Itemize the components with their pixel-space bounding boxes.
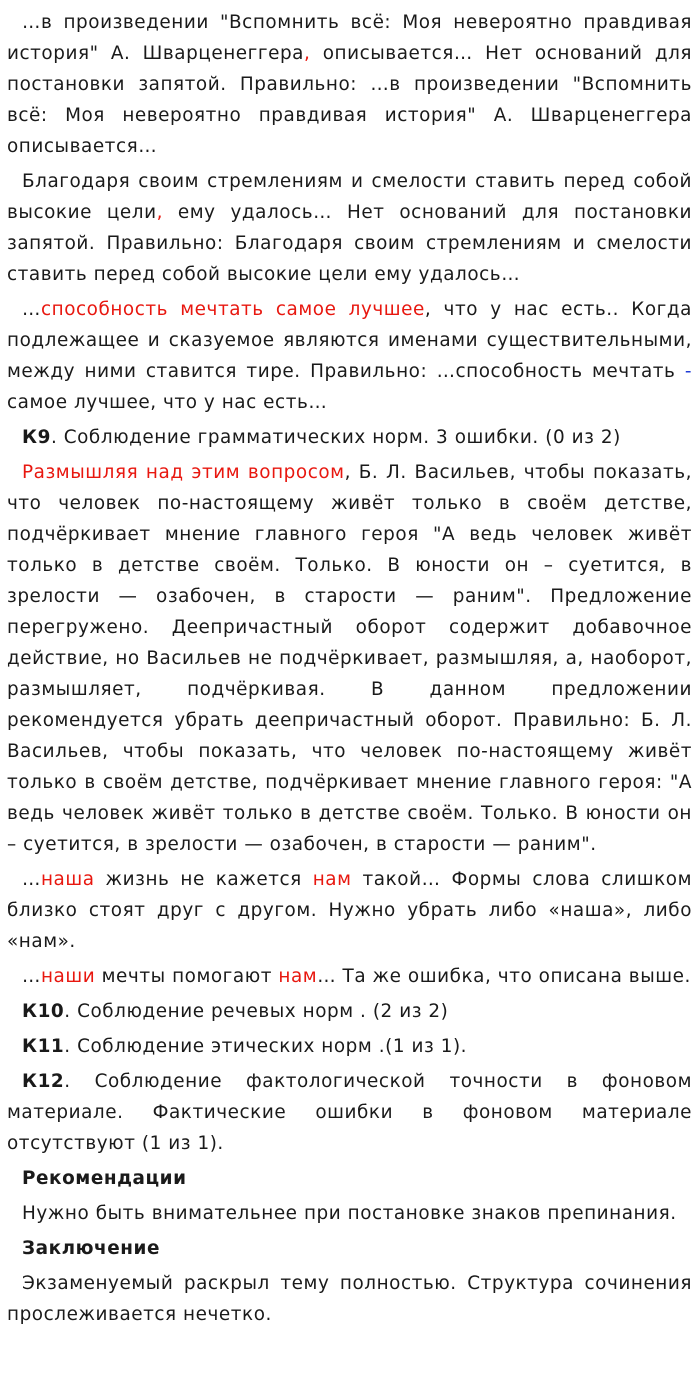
text-fragment: такой… Формы слова слишком близко стоят друг с другом. Нужно убрать либо «наша», либо «нам». xyxy=(7,869,692,952)
criterion-k12 xyxy=(7,1066,692,1159)
recommendations-heading xyxy=(7,1163,692,1194)
error-highlight: нам xyxy=(278,966,318,987)
text-fragment: самое лучшее, что у нас есть… xyxy=(7,392,328,413)
criterion-code: К12 xyxy=(22,1071,65,1092)
recommendations-text xyxy=(7,1198,692,1229)
section-heading: Заключение xyxy=(22,1238,160,1259)
section-heading: Рекомендации xyxy=(22,1168,187,1189)
error-highlight: Размышляя над этим вопросом xyxy=(22,462,345,483)
comment-repetition-1 xyxy=(7,864,692,957)
text-fragment: … xyxy=(22,966,41,987)
text-fragment: Нужно быть внимательнее при постановке знаков препинания. xyxy=(22,1203,677,1224)
error-highlight: , xyxy=(156,202,163,223)
criterion-text: . Соблюдение грамматических норм. 3 ошибки. (0 из 2) xyxy=(50,427,621,448)
text-fragment: жизнь не кажется xyxy=(94,869,313,890)
text-fragment: описывается… Нет оснований для постановки запятой. Правильно: …в произведении "Вспомнить всё: Моя невероятно правдивая история" А. Шварценеггера описывается… xyxy=(7,43,693,157)
conclusion-heading xyxy=(7,1233,692,1264)
error-highlight: способность мечтать самое лучшее xyxy=(40,299,425,320)
text-fragment: … Та же ошибка, что описана выше. xyxy=(317,966,691,987)
criterion-code: К10 xyxy=(22,1001,65,1022)
error-highlight: наши xyxy=(40,966,96,987)
criterion-text: . Соблюдение этических норм .(1 из 1). xyxy=(64,1036,468,1057)
criterion-text: . Соблюдение фактологической точности в фоновом материале. Фактические ошибки в фоновом материале отсутствуют (1 из 1). xyxy=(7,1071,692,1154)
text-fragment: Экзаменуемый раскрыл тему полностью. Структура сочинения прослеживается нечетко. xyxy=(7,1273,692,1325)
text-fragment: , Б. Л. Васильев, чтобы показать, что человек по-настоящему живёт только в своём детстве, подчёркивает мнение главного героя "А ведь человек живёт только в детстве своём. Только. В юности он – суетится, в зрелости — озабочен, в старости — раним". Предложение перегружено. Деепричастный оборот содержит добавочное действие, но Васильев не подчёркивает, размышляя, а, наоборот, размышляет, подчёркивая. В данном предложении рекомендуется убрать деепричастный оборот. Правильно: Б. Л. Васильев, чтобы показать, что человек по-настоящему живёт только в своём детстве, подчёркивает мнение главного героя: "А ведь человек живёт только в детстве своём. Только. В юности он – суетится, в зрелости — озабочен, в старости — раним". xyxy=(7,462,692,855)
conclusion-text xyxy=(7,1268,692,1330)
comment-repetition-2 xyxy=(7,961,692,992)
error-highlight: , xyxy=(304,43,311,64)
text-fragment: … xyxy=(22,869,41,890)
criterion-text: . Соблюдение речевых норм . (2 из 2) xyxy=(64,1001,449,1022)
comment-dash xyxy=(7,294,692,418)
criterion-code: К11 xyxy=(22,1036,65,1057)
text-fragment: … xyxy=(22,299,41,320)
text-fragment: мечты помогают xyxy=(95,966,279,987)
comment-comma-title xyxy=(7,7,692,162)
error-highlight: наша xyxy=(40,869,95,890)
correction-highlight: - xyxy=(684,361,692,382)
criterion-k10 xyxy=(7,996,692,1027)
text-fragment: , что у нас есть.. Когда подлежащее и сказуемое являются именами существительными, между ними ставится тире. Правильно: …способность мечтать xyxy=(7,299,692,382)
criterion-k9 xyxy=(7,422,692,453)
text-fragment: …в произведении "Вспомнить всё: Моя невероятно правдивая история" А. Шварценеггера xyxy=(7,12,692,64)
comment-comma-goals xyxy=(7,166,692,290)
text-fragment: ему удалось… Нет оснований для постановки запятой. Правильно: Благодаря своим стремлениям и смелости ставить перед собой высокие цели ему удалось… xyxy=(7,202,692,285)
comment-participle xyxy=(7,457,692,860)
criterion-k11 xyxy=(7,1031,692,1062)
text-fragment: Благодаря своим стремлениям и смелости ставить перед собой высокие цели xyxy=(7,171,692,223)
criterion-code: К9 xyxy=(22,427,51,448)
error-highlight: нам xyxy=(312,869,352,890)
